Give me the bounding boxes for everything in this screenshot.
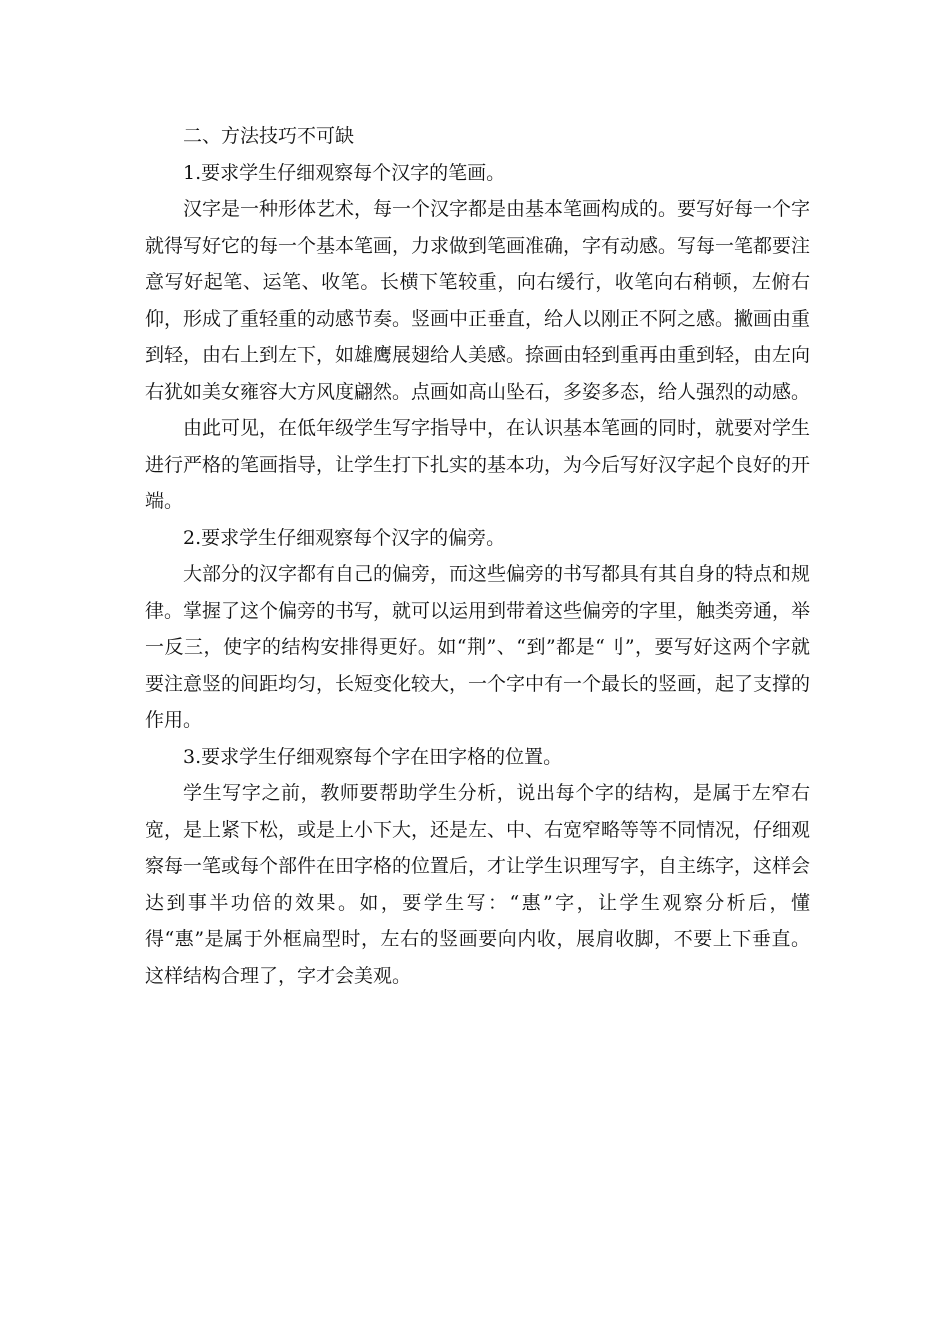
section-heading: 二、方法技巧不可缺 [183, 125, 355, 147]
document-body [145, 118, 810, 994]
paragraph: 大部分的汉字都有自己的偏旁，而这些偏旁的书写都具有其自身的特点和规律。掌握了这个偏旁的书写，就可以运用到带着这些偏旁的字里，触类旁通，举一反三，使字的结构安排得更好。如“荆”、“到”都是“刂”，要写好这两个字就要注意竖的间距均匀，长短变化较大，一个字中有一个最长的竖画，起了支撑的作用。 [145, 563, 811, 731]
section-title-3: 3.要求学生仔细观察每个字在田字格的位置。 [183, 745, 563, 768]
section-title-2: 2.要求学生仔细观察每个汉字的偏旁。 [183, 526, 506, 549]
paragraph: 由此可见，在低年级学生写字指导中，在认识基本笔画的同时，就要对学生进行严格的笔画指导，让学生打下扎实的基本功，为今后写好汉字起个良好的开端。 [145, 417, 811, 512]
paragraph: 学生写字之前，教师要帮助学生分析，说出每个字的结构，是属于左窄右宽，是上紧下松，或是上小下大，还是左、中、右宽窄略等等不同情况，仔细观察每一笔或每个部件在田字格的位置后，才让学生识理写字，自主练字，这样会达到事半功倍的效果。如，要学生写：“惠”字，让学生观察分析后，懂得“惠”是属于外框扁型时，左右的竖画要向内收，展肩收脚，不要上下垂直。这样结构合理了，字才会美观。 [145, 782, 811, 987]
section-title-1: 1.要求学生仔细观察每个汉字的笔画。 [183, 161, 506, 184]
paragraph: 汉字是一种形体艺术，每一个汉字都是由基本笔画构成的。要写好每一个字就得写好它的每一个基本笔画，力求做到笔画准确，字有动感。写每一笔都要注意写好起笔、运笔、收笔。长横下笔较重，向右缓行，收笔向右稍顿，左俯右仰，形成了重轻重的动感节奏。竖画中正垂直，给人以刚正不阿之感。撇画由重到轻，由右上到左下，如雄鹰展翅给人美感。捺画由轻到重再由重到轻，由左向右犹如美女雍容大方风度翩然。点画如高山坠石，多姿多态，给人强烈的动感。 [145, 198, 811, 403]
